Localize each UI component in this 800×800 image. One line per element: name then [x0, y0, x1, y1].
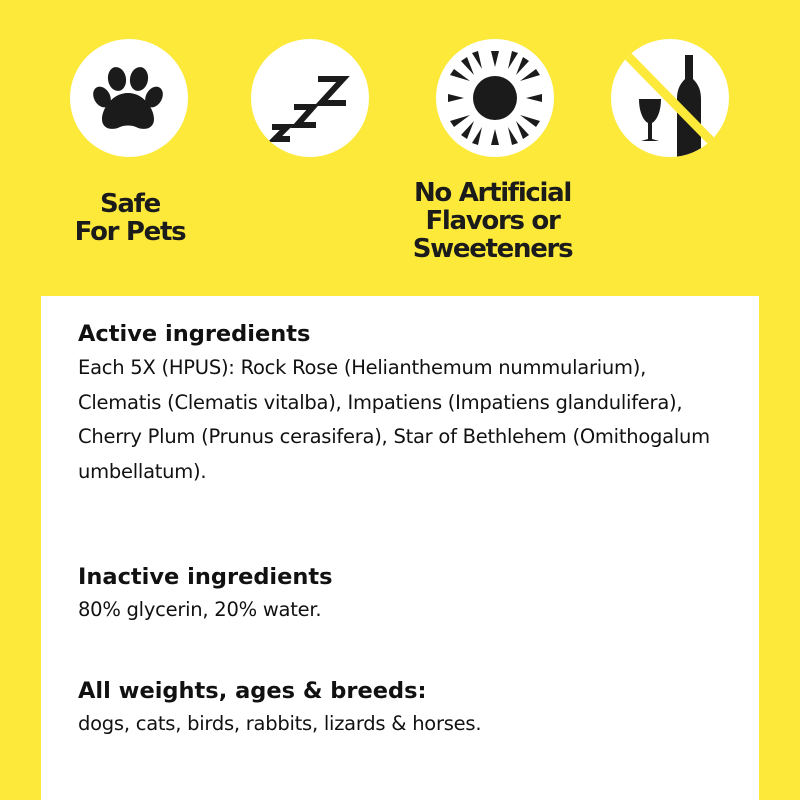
inactive-ingredients-heading: Inactive ingredients	[78, 564, 333, 590]
sleep-zzz-icon	[251, 39, 369, 157]
sun-icon	[436, 39, 554, 157]
active-ingredients-text: Each 5X (HPUS): Rock Rose (Helianthemum nummularium), Clematis (Clematis vitalba), Impatiens (Impatiens glandulifera), Cherry Plum (Prunus cerasifera), Star of Bethlehem (Omithogalum umbellatum).	[78, 356, 710, 483]
feature-sleep	[251, 39, 369, 157]
feature-label-safe-for-pets	[60, 190, 200, 246]
feature-label-line: Safe	[99, 189, 161, 219]
breeds-heading: All weights, ages & breeds:	[78, 678, 427, 704]
feature-no-artificial	[436, 39, 554, 157]
feature-label-line: No Artificial	[413, 178, 572, 208]
feature-label-no-artificial	[385, 179, 600, 263]
active-ingredients-heading: Active ingredients	[78, 321, 311, 347]
feature-label-line: Flavors or	[425, 206, 560, 236]
feature-alcohol-free	[611, 39, 729, 157]
inactive-ingredients-text: 80% glycerin, 20% water.	[78, 598, 322, 621]
no-alcohol-icon	[611, 39, 729, 157]
feature-label-line: Sweeteners	[412, 234, 573, 264]
feature-safe-for-pets	[70, 39, 188, 157]
ingredients-panel	[41, 296, 759, 800]
feature-label-line: For Pets	[74, 217, 186, 247]
paw-print-icon	[70, 39, 188, 157]
breeds-text: dogs, cats, birds, rabbits, lizards & horses.	[78, 712, 482, 735]
